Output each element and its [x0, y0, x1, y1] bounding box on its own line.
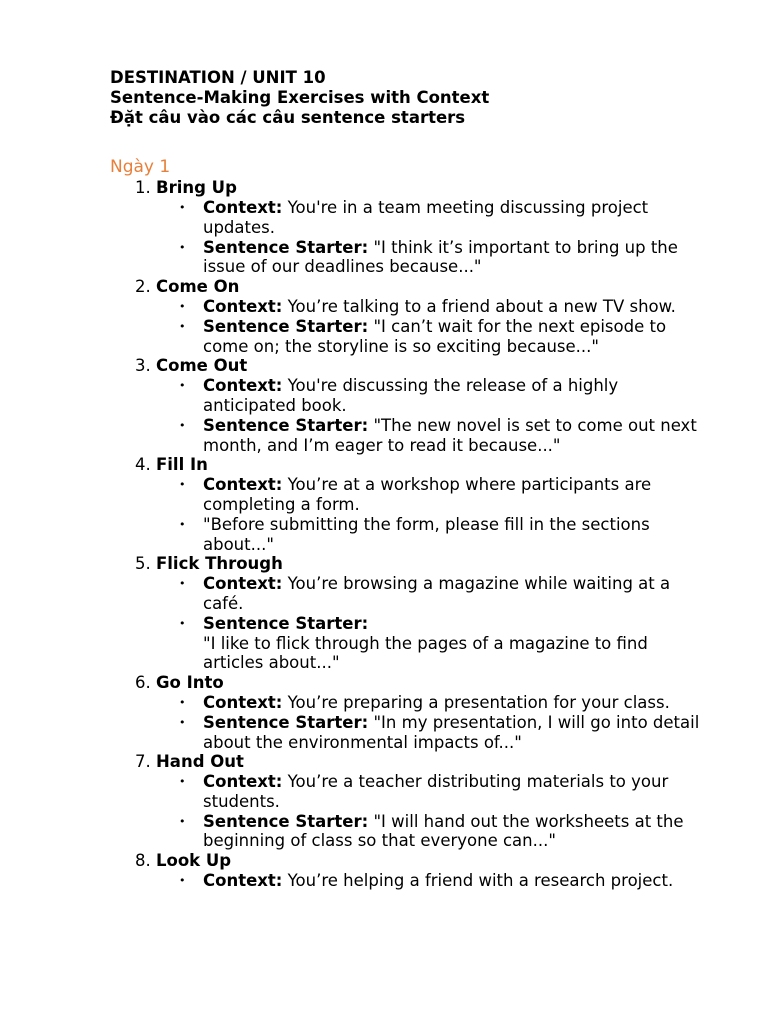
- context-bullet: [203, 198, 708, 238]
- context-label: Context:: [203, 376, 283, 396]
- list-item: [156, 277, 708, 356]
- starter-bullet: [203, 515, 708, 555]
- starter-bullet: [203, 713, 708, 753]
- starter-label: • Sentence Starter:: [203, 613, 369, 633]
- context-label: Context:: [203, 871, 283, 891]
- day-heading: Ngày 1: [110, 157, 171, 178]
- context-bullet: [203, 297, 708, 317]
- item-title: Hand Out: [156, 752, 244, 772]
- starter-text: "I like to flick through the pages of a magazine to find articles about...": [203, 633, 648, 673]
- list-item: [156, 554, 708, 673]
- list-item: [156, 851, 708, 891]
- list-item: [156, 752, 708, 851]
- item-details: [156, 772, 708, 851]
- context-bullet: [203, 772, 708, 812]
- document-subtitle-vietnamese: Đặt câu vào các câu sentence starters: [110, 107, 466, 127]
- context-label: Context:: [203, 296, 283, 316]
- starter-text: "I can’t wait for the next episode to come on; the storyline is so exciting because...": [203, 316, 667, 356]
- document-subtitle: Sentence-Making Exercises with Context: [110, 87, 490, 107]
- context-text: You’re talking to a friend about a new TV show.: [287, 296, 676, 316]
- context-text: You’re at a workshop where participants are completing a form.: [203, 475, 652, 514]
- phrasal-verb-list: [110, 178, 708, 891]
- context-text: You’re a teacher distributing materials to your students.: [203, 772, 669, 811]
- starter-bullet: [203, 812, 708, 852]
- context-text: You’re browsing a magazine while waiting at a café.: [203, 574, 671, 613]
- context-text: You're in a team meeting discussing project updates.: [203, 197, 649, 237]
- item-title: Come Out: [156, 356, 248, 376]
- starter-label: Sentence Starter:: [203, 237, 369, 257]
- context-bullet: [203, 871, 708, 891]
- context-text: You're discussing the release of a highly anticipated book.: [203, 376, 619, 415]
- list-item: [156, 673, 708, 752]
- context-label: Context:: [203, 692, 283, 712]
- list-item: [156, 455, 708, 554]
- context-bullet: [203, 475, 708, 515]
- context-bullet: [203, 574, 708, 614]
- starter-text: "The new novel is set to come out next month, and I’m eager to read it because...": [203, 415, 697, 455]
- item-title: Go Into: [156, 673, 224, 693]
- list-item: [156, 356, 708, 455]
- item-details: [156, 871, 708, 891]
- context-label: Context:: [203, 574, 283, 594]
- starter-label: Sentence Starter:: [203, 811, 369, 831]
- starter-bullet: [203, 416, 708, 456]
- item-details: [156, 693, 708, 752]
- context-label: Context:: [203, 475, 283, 495]
- starter-bullet: [203, 317, 708, 357]
- context-bullet: [203, 693, 708, 713]
- starter-label: Sentence Starter:: [203, 712, 369, 732]
- item-details: [156, 475, 708, 554]
- starter-label: Sentence Starter:: [203, 415, 369, 435]
- starter-label: Sentence Starter:: [203, 316, 369, 336]
- starter-text: "Before submitting the form, please fill in the sections about...": [203, 514, 650, 554]
- item-details: [156, 297, 708, 356]
- item-title: Look Up: [156, 851, 232, 871]
- starter-bullet: [203, 238, 708, 278]
- item-title: Bring Up: [156, 178, 237, 198]
- item-details: [156, 198, 708, 277]
- item-title: Come On: [156, 277, 240, 297]
- context-text: You’re helping a friend with a research project.: [287, 871, 674, 891]
- item-details: [156, 376, 708, 455]
- item-title: Fill In: [156, 455, 208, 475]
- list-item: [156, 178, 708, 277]
- context-bullet: [203, 376, 708, 416]
- item-details: [156, 574, 708, 673]
- starter-text: "I will hand out the worksheets at the beginning of class so that everyone can...": [203, 811, 684, 851]
- starter-text: "In my presentation, I will go into detail about the environmental impacts of...": [203, 712, 700, 752]
- starter-bullet: [203, 614, 708, 673]
- document-title: DESTINATION / UNIT 10: [110, 68, 326, 87]
- context-label: Context:: [203, 772, 283, 792]
- item-title: Flick Through: [156, 554, 283, 574]
- context-text: You’re preparing a presentation for your class.: [287, 692, 670, 712]
- starter-text: "I think it’s important to bring up the issue of our deadlines because...": [203, 237, 678, 277]
- context-label: Context:: [203, 197, 283, 217]
